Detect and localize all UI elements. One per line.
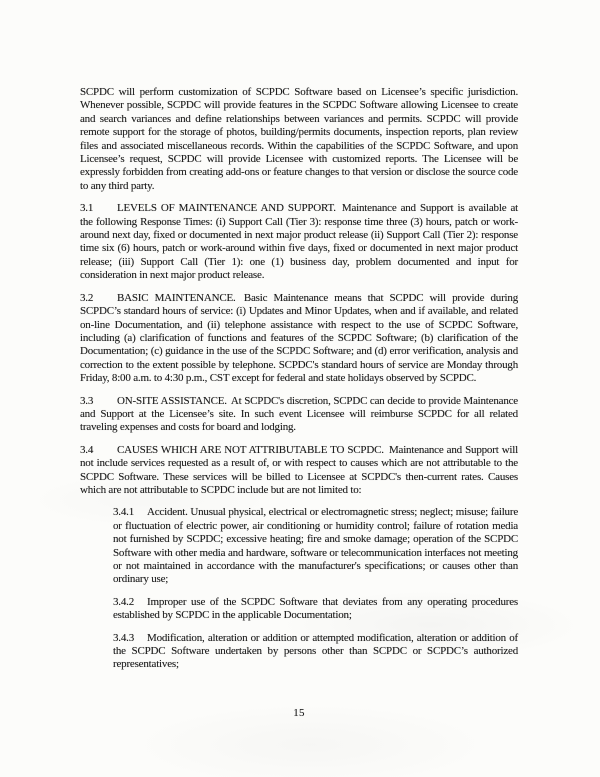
section-body: At SCPDC's discretion, SCPDC can decide to provide Maintenance and Support at the Licensee’s site. In such event Licensee will reimburse SCPDC for all related traveling expenses and costs for board and lodging.	[80, 394, 518, 434]
section-3-4	[80, 444, 518, 498]
subsection-3-4-2	[113, 596, 518, 623]
section-heading: CAUSES WHICH ARE NOT ATTRIBUTABLE TO SCPDC.	[117, 443, 384, 456]
subsection-body: Modification, alteration or addition or attempted modification, alteration or addition of the SCPDC Software undertaken by persons other than SCPDC or SCPDC’s authorized representatives;	[113, 631, 518, 671]
section-number: 3.3	[80, 394, 94, 407]
section-body: Maintenance and Support will not include services requested as a result of, or with respect to causes which are not attributable to the SCPDC Software. These services will be billed to Licensee at SCPDC's then-current rates. Causes which are not attributable to SCPDC include but are not limited to:	[80, 443, 519, 496]
section-body: Maintenance and Support is available at the following Response Times: (i) Support Call (Tier 3): response time three (3) hours, patch or work-around next day, fixed or documented in next major product release (ii) Support Call (Tier 2): response time six (6) hours, patch or work-around within five days, fixed or documented in next major product release; (iii) Support Call (Tier 1): one (1) business day, problem documented and input for consideration in next major product release.	[80, 202, 519, 282]
subsection-3-4-1	[113, 506, 518, 586]
section-3-2	[80, 292, 518, 386]
section-heading: ON-SITE ASSISTANCE.	[117, 394, 227, 407]
section-body: Basic Maintenance means that SCPDC will provide during SCPDC’s standard hours of service: (i) Updates and Minor Updates, when and if available, and related on-line Documentation, and (ii) telephone assistance with respect to the use of SCPDC Software, including (a) clarification of functions and features of the SCPDC Software; (b) clarification of the Documentation; (c) guidance in the use of the SCPDC Software; and (d) error verification, analysis and correction to the extent possible by telephone. SCPDC's standard hours of service are Monday through Friday, 8:00 a.m. to 4:30 p.m., CST except for federal and state holidays observed by SCPDC.	[80, 291, 519, 385]
section-heading: BASIC MAINTENANCE.	[117, 291, 236, 304]
subsection-body: Accident. Unusual physical, electrical or electromagnetic stress; neglect; misuse; failure or fluctuation of electric power, air conditioning or humidity control; failure of rotation media not furnished by SCPDC; excessive heating; fire and smoke damage; operation of the SCPDC Software with other media and hardware, software or telecommunication interfaces not meeting or not maintained in accordance with the manufacturer's specifications; or causes other than ordinary use;	[113, 506, 518, 586]
section-number: 3.2	[80, 291, 94, 304]
subsection-body: Improper use of the SCPDC Software that deviates from any operating procedures established by SCPDC in the applicable Documentation;	[113, 595, 518, 622]
intro-text: SCPDC will perform customization of SCPDC Software based on Licensee’s specific jurisdiction. Whenever possible, SCPDC will provide features in the SCPDC Software allowing Licensee to create and search variances and define relationships between variances and permits. SCPDC will provide remote support for the storage of photos, building/permits documents, inspection reports, plan review files and associated miscellaneous records. Within the capabilities of the SCPDC Software, and upon Licensee’s request, SCPDC will provide Licensee with customized reports. The Licensee will be expressly forbidden from creating add-ons or feature changes to that version or disclose the source code to any third party.	[80, 86, 518, 192]
subsection-number: 3.4.3	[113, 631, 135, 644]
section-3-1	[80, 202, 518, 282]
subsection-number: 3.4.2	[113, 595, 135, 608]
subsection-3-4-3	[113, 632, 518, 672]
document-content	[80, 86, 518, 672]
subsection-number: 3.4.1	[113, 506, 135, 519]
section-heading: LEVELS OF MAINTENANCE AND SUPPORT.	[117, 202, 336, 215]
section-3-3	[80, 395, 518, 435]
intro-paragraph	[80, 86, 518, 193]
page-number: 15	[293, 707, 305, 719]
section-number: 3.1	[80, 202, 94, 215]
section-number: 3.4	[80, 443, 94, 456]
